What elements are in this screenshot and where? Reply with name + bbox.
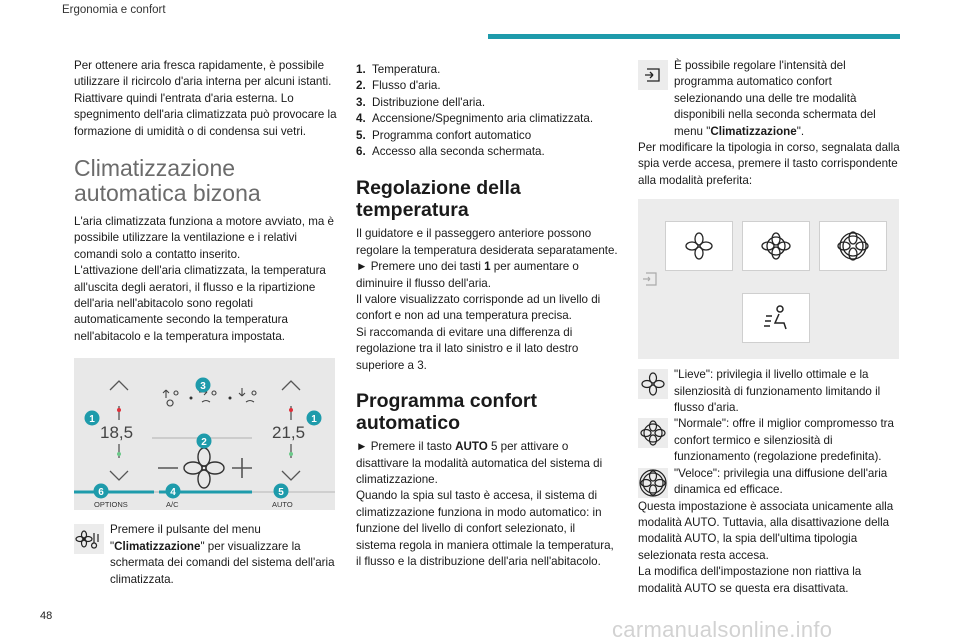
fan-low-icon: [638, 369, 668, 399]
right-temp-up-chevron: [282, 381, 300, 390]
second-screen-icon: [638, 60, 668, 90]
seat-airflow-button[interactable]: [742, 293, 810, 343]
callout-2: 2: [201, 437, 207, 449]
watermark: carmanualsonline.info: [612, 617, 833, 642]
fan-normal-button[interactable]: [742, 221, 810, 271]
temp-para-2: ► Premere uno dei tasti 1 per aumentare o diminuire il flusso dell'aria.: [356, 260, 579, 290]
header-accent-bar: [488, 34, 900, 39]
intensity-intro: È possibile regolare l'intensità del programma automatico confort selezionando una delle tre modalità disponibili nella seconda schermata del menu "Climatizzazione".: [638, 58, 902, 140]
column-middle: [356, 62, 618, 570]
mode-lieve: "Lieve": privilegia il livello ottimale e la silenziosità di funzionamento limitando il flusso d'aria.: [638, 367, 902, 416]
heading-auto-program: Programma confort automatico: [356, 390, 537, 435]
fan-normal-icon: [760, 230, 792, 262]
callout-3: 3: [200, 381, 206, 393]
seat-airflow-icon: [760, 302, 792, 334]
right-temp-down-chevron: [282, 471, 300, 480]
fan-high-button[interactable]: [819, 221, 887, 271]
climate-control-panel-figure: [74, 358, 335, 510]
mode-normale: "Normale": offre il miglior compromesso tra confort termico e silenziosità di funzionamento (regolazione predefinita).: [638, 416, 902, 465]
intro-text: È possibile regolare l'intensità del programma automatico confort selezionando una delle tre modalità disponibili nella seconda schermata del menu: [674, 59, 876, 138]
label-ac: A/C: [166, 500, 179, 510]
page-number: 48: [40, 610, 53, 622]
heading-temperature: Regolazione della temperatura: [356, 177, 521, 222]
list-item: 2. Flusso d'aria.: [356, 79, 441, 93]
section-title: [74, 156, 339, 206]
column-right: [638, 58, 902, 597]
menu-instruction: Premere il pulsante del menu "Climatizzazione" per visualizzare la schermata dei comandi del sistema dell'aria climatizzata.: [74, 522, 339, 588]
label-auto: AUTO: [272, 500, 293, 510]
intro-instruction: Per modificare la tipologia in corso, segnalata dalla spia verde accesa, premere il tasto corrispondente alla modalità preferita:: [638, 141, 900, 187]
intro-bold: Climatizzazione: [710, 124, 797, 138]
para-activation: L'attivazione dell'aria climatizzata, la temperatura all'uscita degli aeratori, il flusso e la ripartizione dell'aria nell'abitacolo sono regolati automaticamente secondo la temperatura nell'abitacolo e la temperatura impostata.: [74, 264, 326, 343]
note-para-1: Questa impostazione è associata unicamente alla modalità AUTO. Tuttavia, alla disattivazione della modalità AUTO, la spia dell'ultima tipologia selezionata resta accesa.: [638, 499, 894, 562]
temp-left: 18,5: [100, 423, 134, 443]
left-temp-down-chevron: [110, 471, 128, 480]
callout-6: 6: [98, 487, 104, 499]
fan-high-icon: [837, 230, 869, 262]
menu-pre: Premere il pulsante del menu: [110, 523, 261, 537]
note-para-2: La modifica dell'impostazione non riattiva la modalità AUTO se questa era disattivata.: [638, 565, 862, 595]
fan-high-icon: [638, 468, 668, 498]
intro-paragraph: Per ottenere aria fresca rapidamente, è possibile utilizzare il ricircolo d'aria interna per alcuni istanti. Riattivare quindi l'entrata d'aria esterna. Lo spegnimento dell'aria climatizzata può provocare la formazione di umidità o di condensa sui vetri.: [74, 59, 337, 138]
panel-drawing: [74, 358, 335, 510]
list-item: 1. Temperatura.: [356, 63, 441, 76]
para-operation: L'aria climatizzata funziona a motore avviato, ma è possibile utilizzare la ventilazione e i relativi comandi solo a contatto inserito.: [74, 215, 334, 261]
list-item: 4. Accensione/Spegnimento aria climatizzata.: [356, 112, 594, 126]
callout-4: 4: [170, 487, 176, 499]
climate-menu-icon: [74, 524, 104, 554]
legend-list: [356, 62, 618, 160]
left-temp-up-chevron: [110, 381, 128, 390]
temp-right: 21,5: [272, 423, 306, 443]
fan-low-button[interactable]: [665, 221, 733, 271]
menu-bold: Climatizzazione: [114, 539, 201, 553]
column-left: [74, 58, 339, 588]
callout-1a: 1: [89, 414, 95, 426]
section-title-line1: Climatizzazione: [74, 155, 236, 182]
air-distribution-icons: [163, 388, 256, 406]
section-title-line2: automatica bizona: [74, 180, 261, 207]
header-section-title: Ergonomia e confort: [62, 4, 166, 16]
fan-low-icon: [683, 230, 715, 262]
fan-normal-icon: [638, 418, 668, 448]
temp-para-4: Si raccomanda di evitare una differenza di regolazione tra il lato sinistro e il lato destro superiore a 3.: [356, 325, 579, 372]
mode-veloce: "Veloce": privilegia una diffusione dell'aria dinamica ed efficace.: [638, 466, 902, 499]
callout-5: 5: [278, 487, 284, 499]
list-item: 6. Accesso alla seconda schermata.: [356, 145, 545, 159]
menu-post: per visualizzare la schermata dei comandi del sistema dell'aria climatizzata.: [110, 539, 335, 586]
temp-para-3: Il valore visualizzato corrisponde ad un livello di confort e non ad una temperatura precisa.: [356, 293, 601, 323]
list-item: 3. Distribuzione dell'aria.: [356, 95, 486, 109]
auto-para-1: ► Premere il tasto AUTO 5 per attivare o disattivare la modalità automatica del sistema di climatizzazione.: [356, 440, 603, 486]
fan-icon: [184, 448, 224, 488]
label-options: OPTIONS: [94, 500, 128, 510]
mode-buttons-figure: [638, 199, 899, 359]
callout-1b: 1: [311, 414, 317, 426]
second-screen-icon: [640, 269, 660, 289]
auto-para-2: Quando la spia sul tasto è accesa, il sistema di climatizzazione funziona in modo automatico: in funzione del livello di confort selezionato, il sistema regola in maniera ottimale la temperatura, il flusso e la distribuzione dell'aria nell'abitacolo.: [356, 489, 614, 568]
temp-para-1: Il guidatore e il passeggero anteriore possono regolare la temperatura desiderata separatamente.: [356, 227, 618, 257]
list-item: 5. Programma confort automatico: [356, 128, 532, 142]
